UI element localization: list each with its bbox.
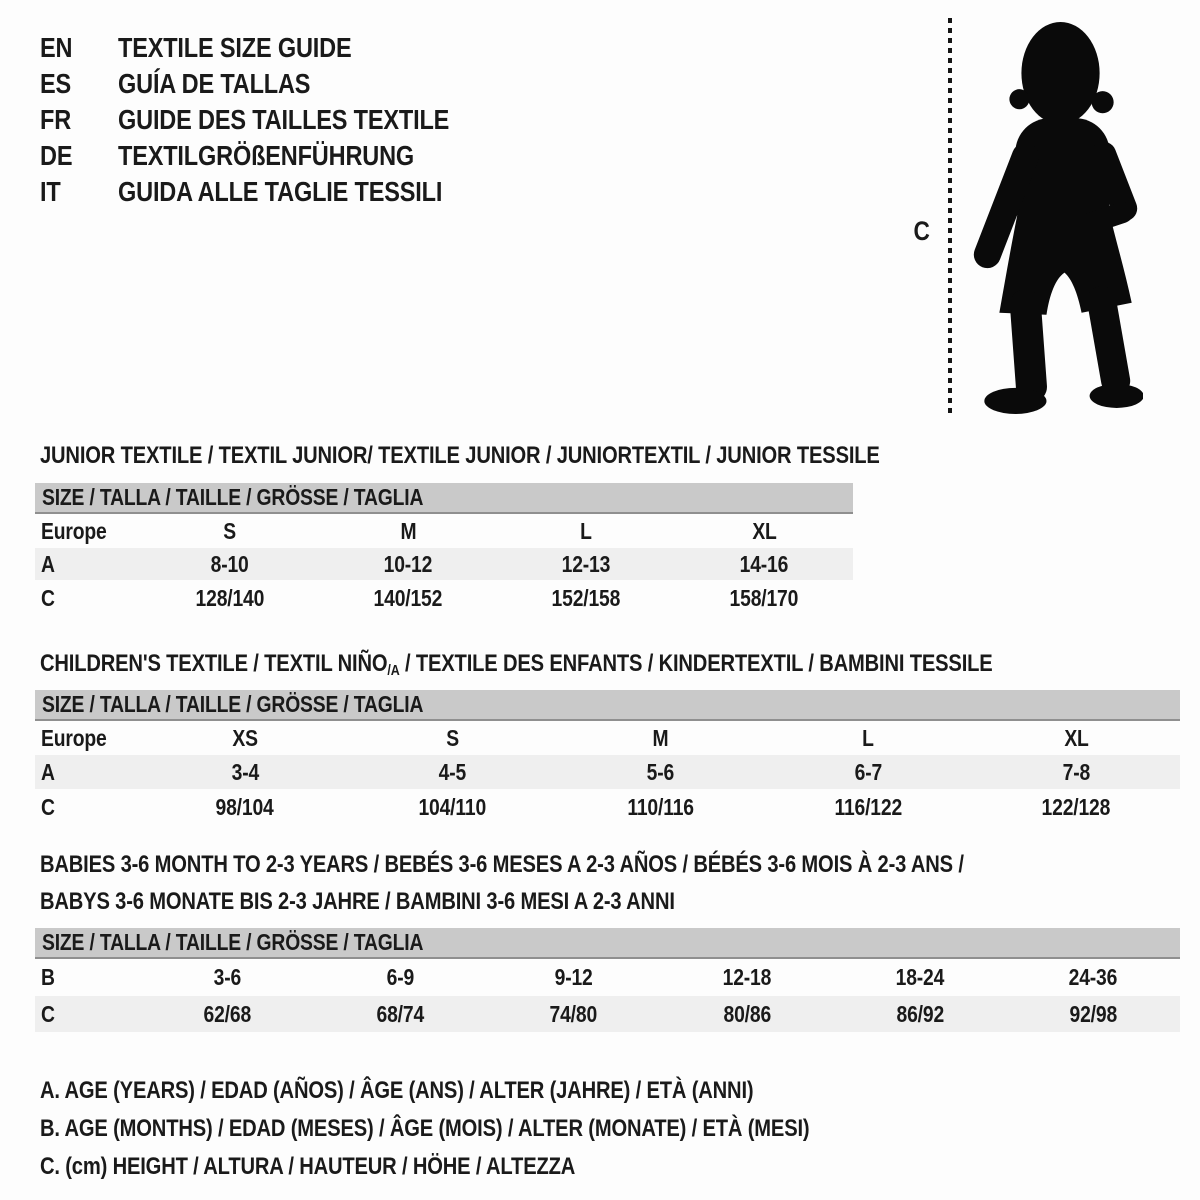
language-code: IT xyxy=(40,176,61,207)
row-label: B xyxy=(41,964,55,990)
language-code: FR xyxy=(40,104,72,135)
table-row-a xyxy=(35,755,1180,789)
language-row-fr xyxy=(40,102,512,138)
cell-value: 7-8 xyxy=(1062,758,1090,785)
toddler-silhouette-icon xyxy=(963,16,1143,422)
cell-value: 12-18 xyxy=(722,964,772,990)
column-header: L xyxy=(580,517,592,544)
column-header: L xyxy=(862,724,875,751)
legend-line-c: C. (cm) HEIGHT / ALTURA / HAUTEUR / HÖHE / ALTEZZA xyxy=(40,1153,576,1180)
cell-value: 14-16 xyxy=(739,550,789,577)
cell-value: 3-6 xyxy=(213,964,242,990)
language-code: ES xyxy=(40,68,72,99)
row-label: C xyxy=(41,584,55,611)
legend-line-b: B. AGE (MONTHS) / EDAD (MESES) / ÂGE (MOIS) / ALTER (MONATE) / ETÀ (MESI) xyxy=(40,1115,810,1142)
cell-value: 140/152 xyxy=(373,584,443,611)
column-header: S xyxy=(446,724,460,751)
language-title: GUIDE DES TAILLES TEXTILE xyxy=(118,104,450,135)
children-size-table xyxy=(35,690,1180,825)
language-code: DE xyxy=(40,140,73,171)
column-header: Europe xyxy=(41,724,107,751)
cell-value: 152/158 xyxy=(551,584,621,611)
junior-section-title: JUNIOR TEXTILE / TEXTIL JUNIOR/ TEXTILE JUNIOR / JUNIORTEXTIL / JUNIOR TESSILE xyxy=(40,442,880,469)
cell-value: 6-9 xyxy=(386,964,415,990)
language-row-it xyxy=(40,174,512,210)
cell-value: 8-10 xyxy=(210,550,249,577)
measurement-legend xyxy=(40,1072,956,1186)
column-header: XS xyxy=(232,724,258,751)
column-header: XL xyxy=(751,517,777,544)
column-header: Europe xyxy=(41,517,107,544)
height-dashed-line xyxy=(948,18,952,416)
language-title-list xyxy=(40,30,512,210)
babies-size-table xyxy=(35,928,1180,1032)
column-header: M xyxy=(652,724,669,751)
children-column-header-row xyxy=(35,721,1180,755)
cell-value: 80/86 xyxy=(723,1000,771,1027)
cell-value: 98/104 xyxy=(215,793,274,820)
cell-value: 4-5 xyxy=(438,758,467,785)
cell-value: 158/170 xyxy=(729,584,799,611)
cell-value: 10-12 xyxy=(383,550,433,577)
cell-value: 12-13 xyxy=(561,550,611,577)
table-row-c xyxy=(35,580,853,616)
cell-value: 68/74 xyxy=(376,1000,425,1027)
cell-value: 74/80 xyxy=(549,1000,598,1027)
cell-value: 104/110 xyxy=(418,793,487,820)
language-title: GUÍA DE TALLAS xyxy=(118,68,311,99)
table-row-c xyxy=(35,789,1180,825)
column-header: M xyxy=(400,517,416,544)
cell-value: 18-24 xyxy=(895,964,945,990)
language-code: EN xyxy=(40,32,73,63)
row-label: A xyxy=(41,550,55,577)
row-label: C xyxy=(41,1000,55,1027)
nino-a-subscript: /A xyxy=(387,663,400,680)
cell-value: 116/122 xyxy=(834,793,903,820)
cell-value: 62/68 xyxy=(203,1000,252,1027)
cell-value: 92/98 xyxy=(1069,1000,1117,1027)
language-title: TEXTILGRÖßENFÜHRUNG xyxy=(118,140,415,171)
row-label: C xyxy=(41,793,55,820)
children-section-title: CHILDREN'S TEXTILE / TEXTIL NIÑO/A / TEXTILE DES ENFANTS / KINDERTEXTIL / BAMBINI TESSILE xyxy=(40,645,1174,686)
language-row-en xyxy=(40,30,512,66)
language-title: TEXTILE SIZE GUIDE xyxy=(118,32,352,63)
cell-value: 9-12 xyxy=(554,964,593,990)
cell-value: 6-7 xyxy=(854,758,882,785)
column-header: XL xyxy=(1063,724,1089,751)
table-row-b xyxy=(35,959,1180,996)
junior-size-table xyxy=(35,483,853,616)
cell-value: 110/116 xyxy=(627,793,694,820)
size-header-bar: SIZE / TALLA / TAILLE / GRÖSSE / TAGLIA xyxy=(35,690,1180,721)
size-header-bar: SIZE / TALLA / TAILLE / GRÖSSE / TAGLIA xyxy=(35,483,853,514)
row-label: A xyxy=(41,758,55,785)
table-row-c xyxy=(35,996,1180,1032)
language-title: GUIDA ALLE TAGLIE TESSILI xyxy=(118,176,443,207)
cell-value: 128/140 xyxy=(195,584,265,611)
babies-section-title: BABIES 3-6 MONTH TO 2-3 YEARS / BEBÉS 3-6 MESES A 2-3 AÑOS / BÉBÉS 3-6 MOIS À 2-3 ANS / BABYS 3-6 MONATE BIS 2-3 JAHRE / BAMBINI 3-6 MESI A 2-3 ANNI xyxy=(40,851,964,915)
cell-value: 3-4 xyxy=(231,758,259,785)
size-header-bar: SIZE / TALLA / TAILLE / GRÖSSE / TAGLIA xyxy=(35,928,1180,959)
junior-column-header-row xyxy=(35,514,853,548)
figure-height-label: C xyxy=(913,216,930,246)
language-row-es xyxy=(40,66,512,102)
column-header: S xyxy=(223,517,237,544)
cell-value: 24-36 xyxy=(1068,964,1118,990)
cell-value: 122/128 xyxy=(1041,793,1111,820)
table-row-a xyxy=(35,548,853,580)
cell-value: 5-6 xyxy=(646,758,675,785)
legend-line-a: A. AGE (YEARS) / EDAD (AÑOS) / ÂGE (ANS) / ALTER (JAHRE) / ETÀ (ANNI) xyxy=(40,1077,754,1104)
language-row-de xyxy=(40,138,512,174)
cell-value: 86/92 xyxy=(896,1000,944,1027)
